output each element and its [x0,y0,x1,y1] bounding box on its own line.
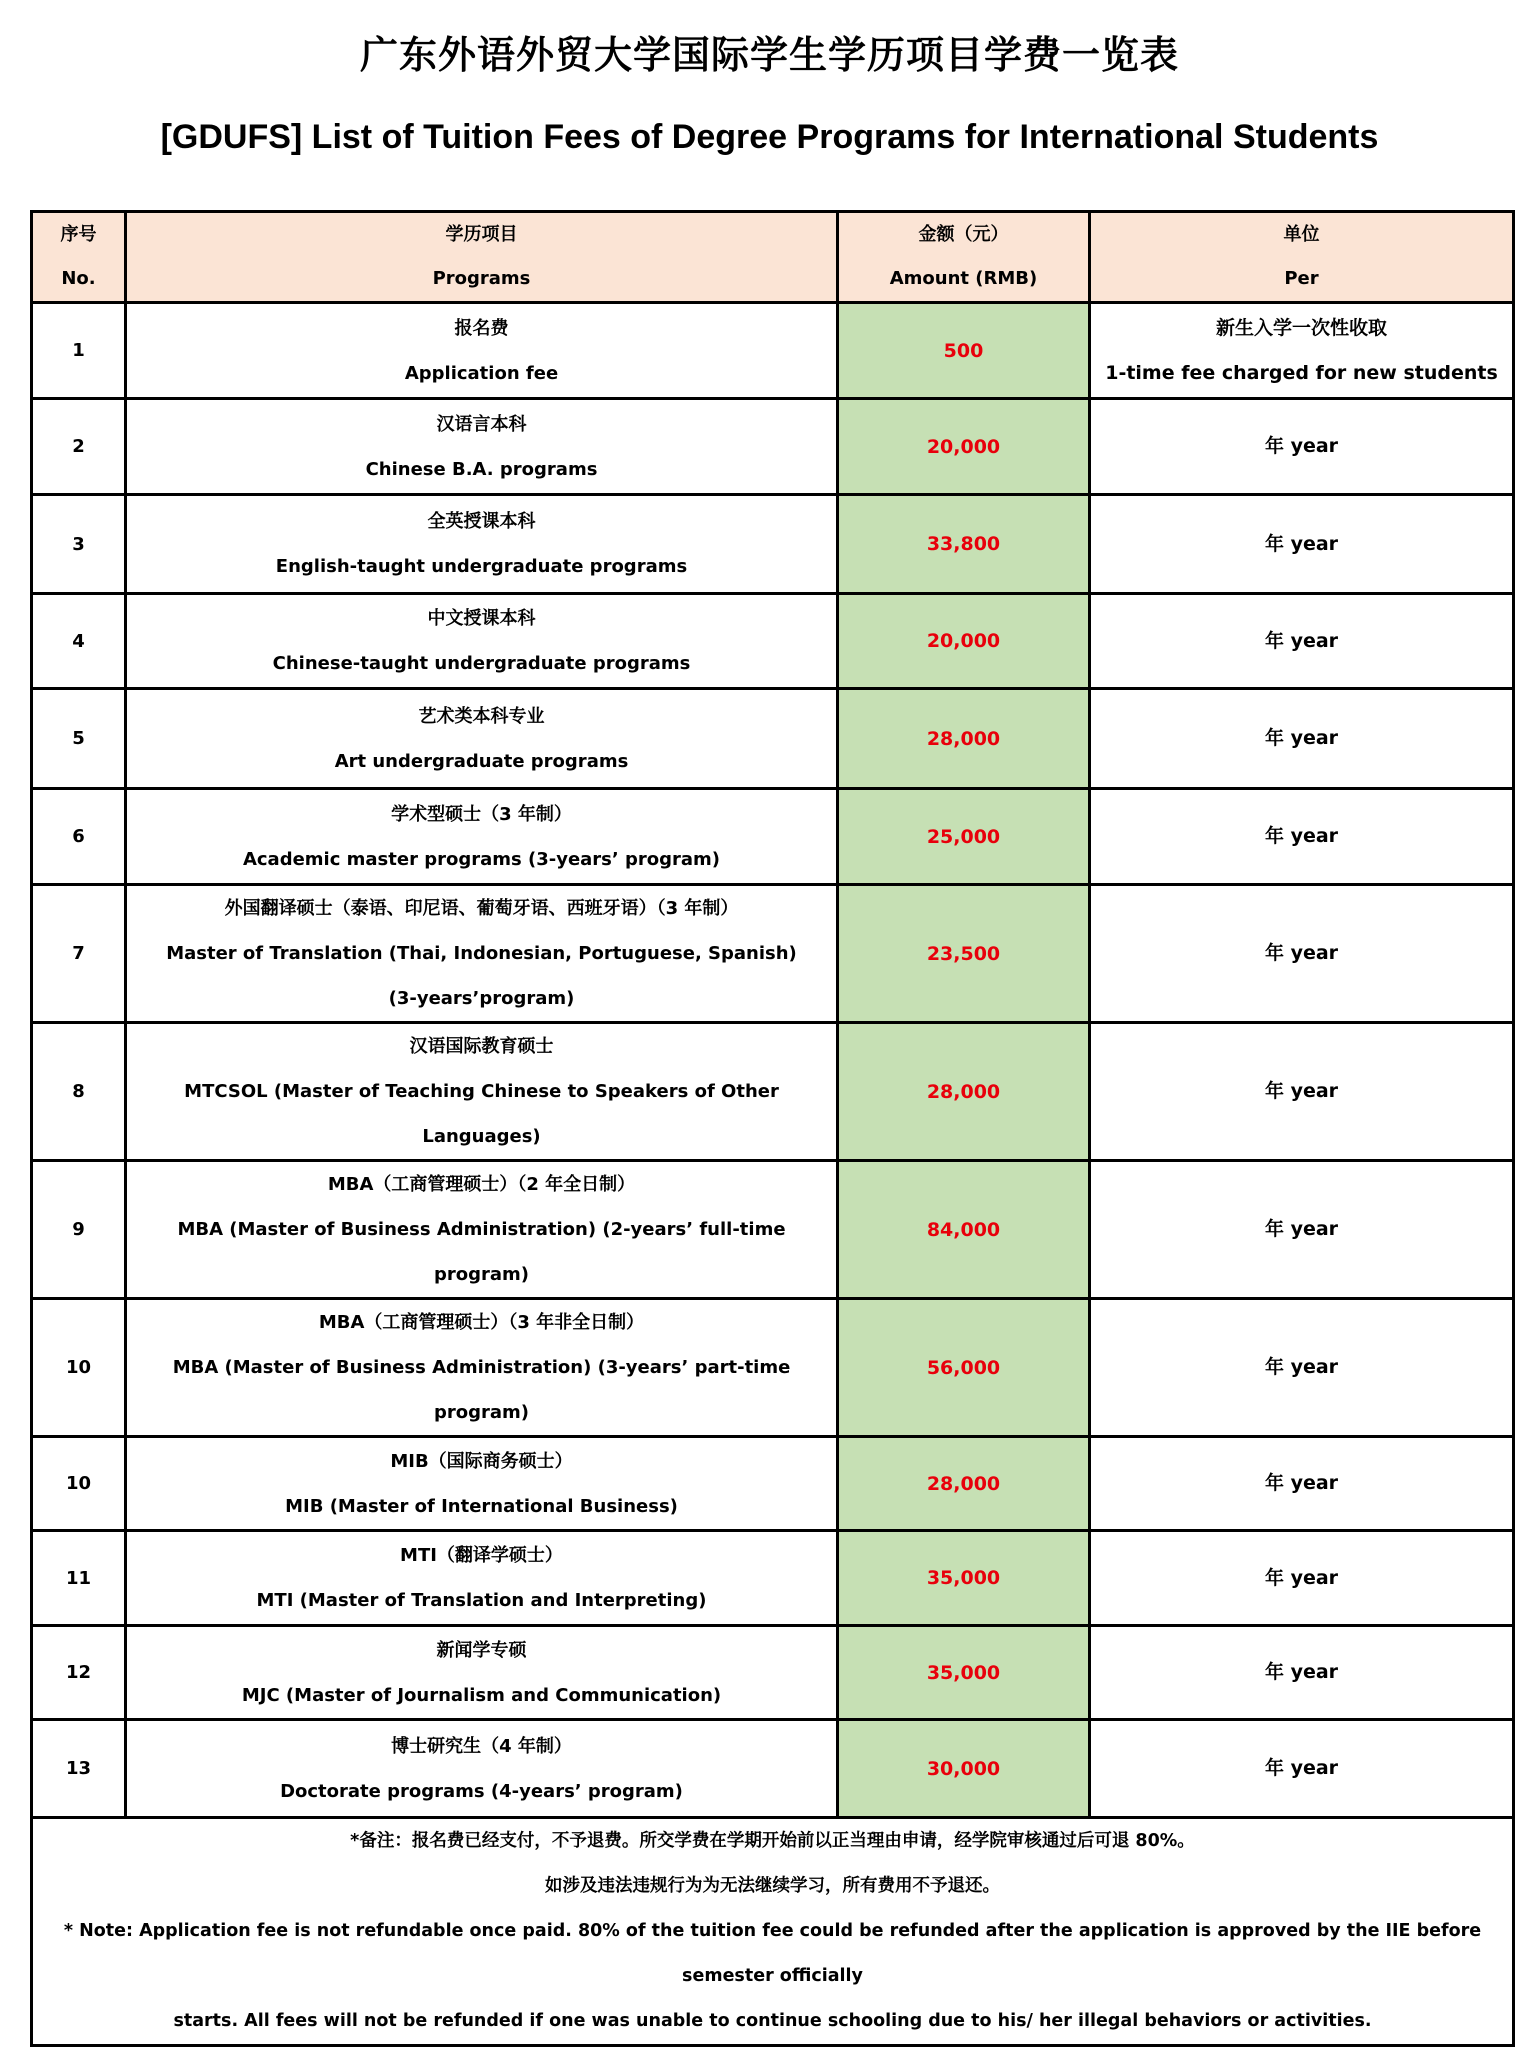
per-unit-line: 年 year [1264,1661,1339,1683]
row-number: 1 [32,303,126,399]
program-name-line: English-taught undergraduate programs [275,556,688,577]
program-name-line: 学术型硕士（3 年制） [391,803,572,825]
per-unit-line: 年 year [1264,1218,1339,1240]
amount-cell: 28,000 [838,689,1090,789]
program-name-line: MJC (Master of Journalism and Communication) [241,1684,722,1706]
per-cell [1090,789,1514,885]
table-body [32,303,1514,1818]
per-unit-line: 1-time fee charged for new students [1105,361,1498,384]
amount-cell: 25,000 [838,789,1090,885]
row-number: 10 [32,1299,126,1437]
program-name-line: 全英授课本科 [427,511,536,532]
row-number: 12 [32,1626,126,1720]
per-unit-line: 年 year [1264,727,1339,749]
program-name-line: MTCSOL (Master of Teaching Chinese to Speakers of Other Languages) [184,1081,779,1147]
header-programs [126,212,838,303]
per-cell [1090,885,1514,1023]
program-cell [126,885,838,1023]
per-cell [1090,1531,1514,1626]
note-line-en-1: * Note: Application fee is not refundable once paid. 80% of the tuition fee could be refunded after the application is approved by the IIE before semester officially [63,1921,1482,1986]
header-programs-cn: 学历项目 [445,224,518,245]
amount-cell: 500 [838,303,1090,399]
program-cell [126,689,838,789]
per-cell [1090,594,1514,689]
amount-cell: 84,000 [838,1161,1090,1299]
program-cell [126,1531,838,1626]
per-cell [1090,1161,1514,1299]
header-no [32,212,126,303]
table-row [32,689,1514,789]
program-name-line: Chinese-taught undergraduate programs [272,653,691,674]
row-number: 2 [32,399,126,495]
program-cell [126,1161,838,1299]
program-name-line: 外国翻译硕士（泰语、印尼语、葡萄牙语、西班牙语）（3 年制） [224,898,739,919]
program-cell [126,1299,838,1437]
note-line-cn-1: *备注：报名费已经支付，不予退费。所交学费在学期开始前以正当理由申请，经学院审核通过后可退 80%。 [350,1831,1195,1851]
per-unit-line: 年 year [1264,1566,1339,1589]
per-unit-line: 年 year [1264,825,1339,847]
table-row [32,495,1514,594]
row-number: 4 [32,594,126,689]
row-number: 10 [32,1437,126,1531]
header-amount [838,212,1090,303]
per-unit-line: 年 year [1264,1356,1339,1378]
program-name-line: 中文授课本科 [427,608,536,629]
per-unit-line: 年 year [1264,1757,1339,1779]
program-name-line: MBA (Master of Business Administration) (2-years’ full-time program) [177,1219,786,1285]
table-row [32,1626,1514,1720]
program-name-line: MBA（工商管理硕士）（2 年全日制） [327,1174,636,1195]
page-title-english: [GDUFS] List of Tuition Fees of Degree Programs for International Students [160,118,1379,156]
program-name-line: (3-years’program) [388,988,575,1009]
program-name-line: MTI (Master of Translation and Interpreting) [256,1590,707,1611]
program-cell [126,495,838,594]
program-name-line: 汉语言本科 [436,413,527,435]
refund-note [32,1818,1514,2046]
program-name-line: Art undergraduate programs [334,750,629,772]
amount-cell: 30,000 [838,1720,1090,1818]
header-amount-en: Amount (RMB) [889,268,1038,289]
amount-cell: 35,000 [838,1531,1090,1626]
table-row [32,1437,1514,1531]
program-cell [126,399,838,495]
header-per-en: Per [1284,268,1319,289]
program-name-line: 新闻学专硕 [436,1639,527,1661]
program-name-line: Application fee [404,362,559,384]
program-name-line: 报名费 [454,317,509,339]
amount-cell: 35,000 [838,1626,1090,1720]
note-row [32,1818,1514,2046]
per-cell [1090,1437,1514,1531]
header-per [1090,212,1514,303]
per-unit-line: 年 year [1264,1080,1339,1102]
program-cell [126,594,838,689]
note-line-en-2: starts. All fees will not be refunded if one was unable to continue schooling due to his/ her illegal behaviors or activities. [173,2011,1372,2031]
program-name-line: MIB (Master of International Business) [285,1495,678,1517]
row-number: 7 [32,885,126,1023]
per-cell [1090,303,1514,399]
program-cell [126,789,838,885]
amount-cell: 56,000 [838,1299,1090,1437]
program-name-line: Chinese B.A. programs [365,458,598,480]
per-cell [1090,1023,1514,1161]
header-per-cn: 单位 [1283,224,1320,245]
table-row [32,1023,1514,1161]
program-name-line: 艺术类本科专业 [418,705,545,727]
header-amount-cn: 金额（元） [918,224,1009,245]
program-name-line: MTI（翻译学硕士） [400,1545,563,1566]
table-row [32,1299,1514,1437]
page-title-chinese: 广东外语外贸大学国际学生学历项目学费一览表 [359,32,1179,77]
program-name-line: MBA (Master of Business Administration) (3-years’ part-time program) [172,1357,791,1423]
table-row [32,399,1514,495]
per-unit-line: 新生入学一次性收取 [1215,316,1387,339]
program-name-line: Master of Translation (Thai, Indonesian, Portuguese, Spanish) [166,943,797,964]
row-number: 3 [32,495,126,594]
row-number: 6 [32,789,126,885]
per-cell [1090,689,1514,789]
table-header-row [32,212,1514,303]
row-number: 13 [32,1720,126,1818]
row-number: 9 [32,1161,126,1299]
row-number: 11 [32,1531,126,1626]
amount-cell: 23,500 [838,885,1090,1023]
header-programs-en: Programs [432,268,531,289]
program-cell [126,1720,838,1818]
per-cell [1090,1299,1514,1437]
per-unit-line: 年 year [1264,942,1339,964]
table-row [32,1161,1514,1299]
row-number: 8 [32,1023,126,1161]
amount-cell: 33,800 [838,495,1090,594]
per-cell [1090,399,1514,495]
program-cell [126,303,838,399]
amount-cell: 20,000 [838,594,1090,689]
per-cell [1090,1720,1514,1818]
table-row [32,1531,1514,1626]
table-row [32,885,1514,1023]
table-row [32,789,1514,885]
program-name-line: 汉语国际教育硕士 [409,1036,554,1057]
header-no-cn: 序号 [60,224,97,245]
program-name-line: Doctorate programs (4-years’ program) [280,1780,683,1802]
per-unit-line: 年 year [1264,435,1339,457]
program-cell [126,1626,838,1720]
amount-cell: 20,000 [838,399,1090,495]
program-cell [126,1437,838,1531]
table-row [32,1720,1514,1818]
header-no-en: No. [61,268,96,289]
per-unit-line: 年 year [1264,532,1339,555]
program-name-line: MIB（国际商务硕士） [390,1450,573,1472]
amount-cell: 28,000 [838,1437,1090,1531]
amount-cell: 28,000 [838,1023,1090,1161]
row-number: 5 [32,689,126,789]
per-cell [1090,1626,1514,1720]
tuition-fee-table [30,210,1515,2047]
program-name-line: 博士研究生（4 年制） [391,1735,572,1757]
per-unit-line: 年 year [1264,1472,1339,1494]
table-row [32,594,1514,689]
program-name-line: MBA（工商管理硕士）（3 年非全日制） [318,1312,645,1333]
per-unit-line: 年 year [1264,629,1339,652]
table-row [32,303,1514,399]
note-line-cn-2: 如涉及违法违规行为为无法继续学习，所有费用不予退还。 [545,1876,1000,1896]
program-name-line: Academic master programs (3-years’ program) [242,848,721,870]
per-cell [1090,495,1514,594]
program-cell [126,1023,838,1161]
